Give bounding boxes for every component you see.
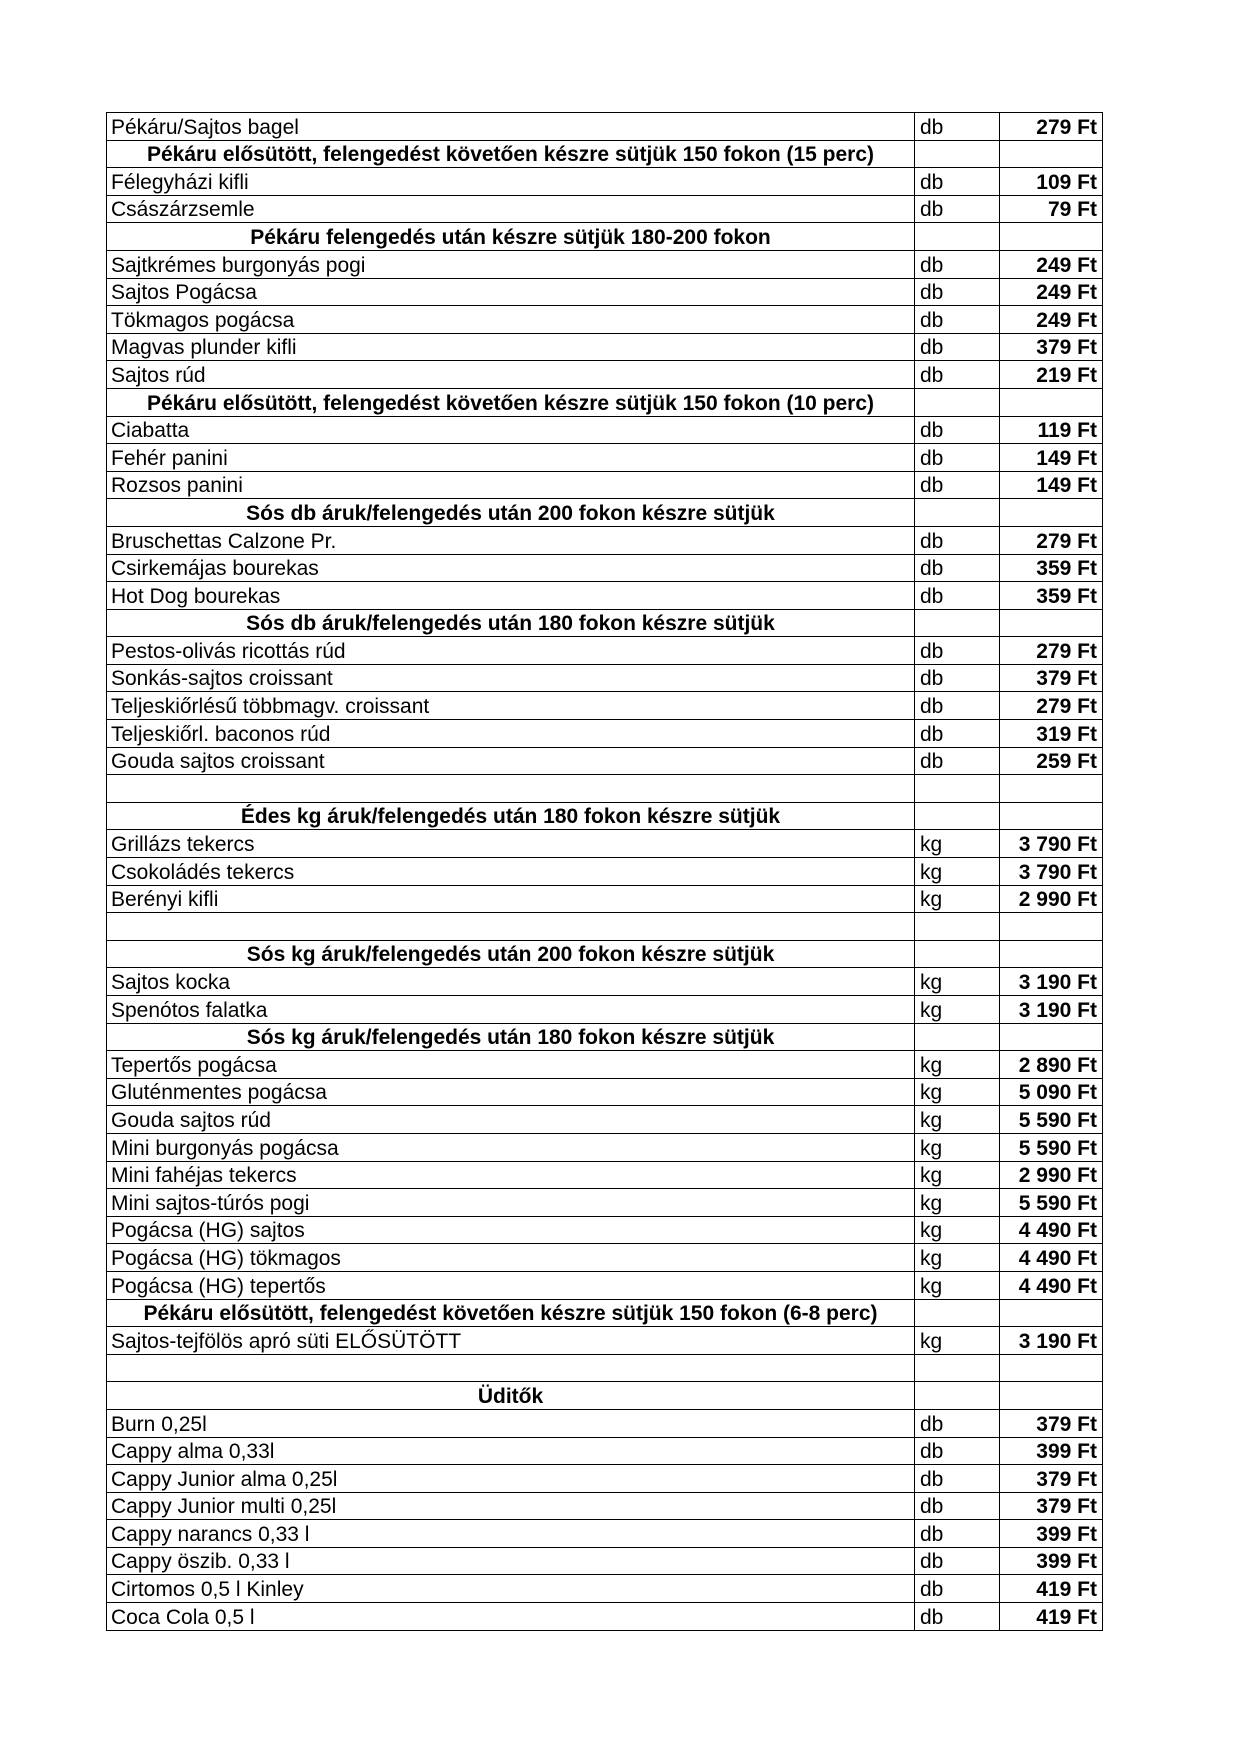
table-row [107, 168, 1103, 196]
unit-cell: db [915, 720, 1000, 748]
table-row [107, 1437, 1103, 1465]
price-cell: 219 Ft [1000, 361, 1103, 389]
product-name: Cirtomos 0,5 l Kinley [107, 1575, 915, 1603]
product-name: Coca Cola 0,5 l [107, 1603, 915, 1631]
empty-cell [915, 223, 1000, 251]
price-cell: 379 Ft [1000, 1492, 1103, 1520]
price-cell: 5 590 Ft [1000, 1133, 1103, 1161]
table-row [107, 968, 1103, 996]
price-cell: 399 Ft [1000, 1547, 1103, 1575]
empty-cell [1000, 1023, 1103, 1051]
empty-cell [107, 1354, 915, 1382]
section-title: Pékáru elősütött, felengedést követően készre sütjük 150 fokon (6-8 perc) [107, 1299, 915, 1327]
table-row [107, 1492, 1103, 1520]
table-row [107, 858, 1103, 886]
unit-cell: db [915, 306, 1000, 334]
table-row [107, 1547, 1103, 1575]
product-name: Sajtkrémes burgonyás pogi [107, 250, 915, 278]
section-title: Édes kg áruk/felengedés után 180 fokon készre sütjük [107, 802, 915, 830]
product-name: Magvas plunder kifli [107, 333, 915, 361]
unit-cell: db [915, 168, 1000, 196]
unit-cell: kg [915, 858, 1000, 886]
unit-cell: kg [915, 1189, 1000, 1217]
empty-cell [915, 940, 1000, 968]
price-list-body [107, 113, 1103, 1631]
empty-cell [1000, 223, 1103, 251]
price-cell: 5 090 Ft [1000, 1078, 1103, 1106]
table-row [107, 1189, 1103, 1217]
section-title: Pékáru elősütött, felengedést követően készre sütjük 150 fokon (10 perc) [107, 388, 915, 416]
price-cell: 249 Ft [1000, 278, 1103, 306]
unit-cell: kg [915, 1133, 1000, 1161]
empty-cell [915, 1354, 1000, 1382]
empty-cell [915, 775, 1000, 803]
product-name: Mini fahéjas tekercs [107, 1161, 915, 1189]
product-name: Császárzsemle [107, 195, 915, 223]
unit-cell: db [915, 526, 1000, 554]
product-name: Pogácsa (HG) tepertős [107, 1271, 915, 1299]
price-cell: 319 Ft [1000, 720, 1103, 748]
unit-cell: db [915, 1547, 1000, 1575]
empty-cell [915, 499, 1000, 527]
unit-cell: kg [915, 1161, 1000, 1189]
price-cell: 419 Ft [1000, 1575, 1103, 1603]
table-row [107, 278, 1103, 306]
product-name: Csokoládés tekercs [107, 858, 915, 886]
table-row [107, 333, 1103, 361]
unit-cell: db [915, 195, 1000, 223]
product-name: Bruschettas Calzone Pr. [107, 526, 915, 554]
section-title: Pékáru felengedés után készre sütjük 180-200 fokon [107, 223, 915, 251]
price-cell: 3 190 Ft [1000, 968, 1103, 996]
unit-cell: db [915, 471, 1000, 499]
unit-cell: db [915, 361, 1000, 389]
empty-cell [1000, 140, 1103, 168]
product-name: Sajtos rúd [107, 361, 915, 389]
price-cell: 149 Ft [1000, 471, 1103, 499]
product-name: Sajtos-tejfölös apró süti ELŐSÜTÖTT [107, 1327, 915, 1355]
price-cell: 279 Ft [1000, 526, 1103, 554]
table-row [107, 306, 1103, 334]
unit-cell: db [915, 1520, 1000, 1548]
price-cell: 279 Ft [1000, 637, 1103, 665]
empty-cell [1000, 1354, 1103, 1382]
section-title: Sós db áruk/felengedés után 180 fokon készre sütjük [107, 609, 915, 637]
section-header-row [107, 1382, 1103, 1410]
product-name: Hot Dog bourekas [107, 582, 915, 610]
unit-cell: db [915, 554, 1000, 582]
table-row [107, 444, 1103, 472]
product-name: Ciabatta [107, 416, 915, 444]
section-header-row [107, 140, 1103, 168]
empty-cell [915, 1299, 1000, 1327]
unit-cell: kg [915, 1244, 1000, 1272]
product-name: Sonkás-sajtos croissant [107, 664, 915, 692]
unit-cell: db [915, 444, 1000, 472]
price-cell: 149 Ft [1000, 444, 1103, 472]
price-cell: 5 590 Ft [1000, 1106, 1103, 1134]
table-row [107, 1216, 1103, 1244]
section-header-row [107, 499, 1103, 527]
price-cell: 3 190 Ft [1000, 996, 1103, 1024]
price-cell: 279 Ft [1000, 113, 1103, 141]
price-cell: 249 Ft [1000, 250, 1103, 278]
product-name: Félegyházi kifli [107, 168, 915, 196]
unit-cell: kg [915, 996, 1000, 1024]
price-cell: 399 Ft [1000, 1520, 1103, 1548]
empty-cell [1000, 1299, 1103, 1327]
unit-cell: db [915, 1575, 1000, 1603]
product-name: Cappy alma 0,33l [107, 1437, 915, 1465]
price-cell: 4 490 Ft [1000, 1244, 1103, 1272]
table-row [107, 1106, 1103, 1134]
unit-cell: db [915, 278, 1000, 306]
price-cell: 3 790 Ft [1000, 830, 1103, 858]
price-cell: 4 490 Ft [1000, 1216, 1103, 1244]
table-row [107, 1161, 1103, 1189]
table-row [107, 1244, 1103, 1272]
unit-cell: db [915, 333, 1000, 361]
price-cell: 359 Ft [1000, 582, 1103, 610]
empty-cell [915, 388, 1000, 416]
unit-cell: db [915, 1492, 1000, 1520]
section-header-row [107, 940, 1103, 968]
unit-cell: db [915, 1409, 1000, 1437]
empty-cell [1000, 1382, 1103, 1410]
empty-cell [1000, 802, 1103, 830]
section-title: Üditők [107, 1382, 915, 1410]
empty-cell [1000, 499, 1103, 527]
price-cell: 399 Ft [1000, 1437, 1103, 1465]
price-cell: 2 990 Ft [1000, 885, 1103, 913]
unit-cell: kg [915, 1271, 1000, 1299]
unit-cell: db [915, 113, 1000, 141]
product-name: Cappy narancs 0,33 l [107, 1520, 915, 1548]
price-cell: 3 190 Ft [1000, 1327, 1103, 1355]
product-name: Csirkemájas bourekas [107, 554, 915, 582]
price-cell: 79 Ft [1000, 195, 1103, 223]
section-header-row [107, 802, 1103, 830]
unit-cell: db [915, 1603, 1000, 1631]
price-cell: 379 Ft [1000, 664, 1103, 692]
section-header-row [107, 388, 1103, 416]
table-row [107, 1465, 1103, 1493]
table-row [107, 195, 1103, 223]
table-row [107, 554, 1103, 582]
unit-cell: kg [915, 830, 1000, 858]
unit-cell: db [915, 582, 1000, 610]
product-name: Pogácsa (HG) sajtos [107, 1216, 915, 1244]
price-cell: 379 Ft [1000, 1409, 1103, 1437]
table-row [107, 637, 1103, 665]
section-title: Sós kg áruk/felengedés után 180 fokon készre sütjük [107, 1023, 915, 1051]
table-row [107, 250, 1103, 278]
table-row [107, 1327, 1103, 1355]
product-name: Spenótos falatka [107, 996, 915, 1024]
price-cell: 3 790 Ft [1000, 858, 1103, 886]
unit-cell: kg [915, 1327, 1000, 1355]
unit-cell: kg [915, 1106, 1000, 1134]
unit-cell: db [915, 692, 1000, 720]
blank-row [107, 775, 1103, 803]
unit-cell: db [915, 664, 1000, 692]
product-name: Cappy öszib. 0,33 l [107, 1547, 915, 1575]
table-row [107, 582, 1103, 610]
table-row [107, 1078, 1103, 1106]
unit-cell: db [915, 1465, 1000, 1493]
empty-cell [1000, 388, 1103, 416]
empty-cell [915, 802, 1000, 830]
table-row [107, 747, 1103, 775]
product-name: Fehér panini [107, 444, 915, 472]
product-name: Tökmagos pogácsa [107, 306, 915, 334]
table-row [107, 416, 1103, 444]
unit-cell: db [915, 416, 1000, 444]
unit-cell: db [915, 637, 1000, 665]
empty-cell [1000, 775, 1103, 803]
price-cell: 259 Ft [1000, 747, 1103, 775]
price-cell: 379 Ft [1000, 1465, 1103, 1493]
product-name: Teljeskiőrl. baconos rúd [107, 720, 915, 748]
product-name: Cappy Junior multi 0,25l [107, 1492, 915, 1520]
empty-cell [915, 1382, 1000, 1410]
section-title: Sós kg áruk/felengedés után 200 fokon készre sütjük [107, 940, 915, 968]
empty-cell [1000, 913, 1103, 941]
section-title: Sós db áruk/felengedés után 200 fokon készre sütjük [107, 499, 915, 527]
product-name: Mini sajtos-túrós pogi [107, 1189, 915, 1217]
unit-cell: db [915, 250, 1000, 278]
section-header-row [107, 223, 1103, 251]
unit-cell: kg [915, 885, 1000, 913]
price-cell: 2 990 Ft [1000, 1161, 1103, 1189]
product-name: Pogácsa (HG) tökmagos [107, 1244, 915, 1272]
blank-row [107, 913, 1103, 941]
product-name: Burn 0,25l [107, 1409, 915, 1437]
product-name: Sajtos kocka [107, 968, 915, 996]
price-cell: 109 Ft [1000, 168, 1103, 196]
table-row [107, 885, 1103, 913]
table-row [107, 113, 1103, 141]
section-header-row [107, 1023, 1103, 1051]
product-name: Rozsos panini [107, 471, 915, 499]
blank-row [107, 1354, 1103, 1382]
product-name: Cappy Junior alma 0,25l [107, 1465, 915, 1493]
table-row [107, 1520, 1103, 1548]
price-cell: 419 Ft [1000, 1603, 1103, 1631]
table-row [107, 1051, 1103, 1079]
price-cell: 4 490 Ft [1000, 1271, 1103, 1299]
price-list-table [106, 112, 1103, 1631]
table-row [107, 1271, 1103, 1299]
empty-cell [107, 913, 915, 941]
section-header-row [107, 1299, 1103, 1327]
section-header-row [107, 609, 1103, 637]
price-cell: 379 Ft [1000, 333, 1103, 361]
product-name: Mini burgonyás pogácsa [107, 1133, 915, 1161]
table-row [107, 830, 1103, 858]
table-row [107, 1603, 1103, 1631]
table-row [107, 664, 1103, 692]
table-row [107, 720, 1103, 748]
empty-cell [1000, 940, 1103, 968]
product-name: Sajtos Pogácsa [107, 278, 915, 306]
table-row [107, 471, 1103, 499]
unit-cell: kg [915, 1078, 1000, 1106]
product-name: Berényi kifli [107, 885, 915, 913]
table-row [107, 526, 1103, 554]
price-cell: 2 890 Ft [1000, 1051, 1103, 1079]
product-name: Grillázs tekercs [107, 830, 915, 858]
table-row [107, 1575, 1103, 1603]
table-row [107, 692, 1103, 720]
product-name: Gouda sajtos rúd [107, 1106, 915, 1134]
unit-cell: kg [915, 1216, 1000, 1244]
price-cell: 279 Ft [1000, 692, 1103, 720]
empty-cell [915, 140, 1000, 168]
price-cell: 119 Ft [1000, 416, 1103, 444]
product-name: Tepertős pogácsa [107, 1051, 915, 1079]
unit-cell: db [915, 1437, 1000, 1465]
product-name: Teljeskiőrlésű többmagv. croissant [107, 692, 915, 720]
unit-cell: kg [915, 968, 1000, 996]
empty-cell [915, 1023, 1000, 1051]
table-row [107, 996, 1103, 1024]
empty-cell [915, 913, 1000, 941]
product-name: Gluténmentes pogácsa [107, 1078, 915, 1106]
empty-cell [107, 775, 915, 803]
empty-cell [1000, 609, 1103, 637]
product-name: Pestos-olivás ricottás rúd [107, 637, 915, 665]
section-title: Pékáru elősütött, felengedést követően készre sütjük 150 fokon (15 perc) [107, 140, 915, 168]
price-cell: 5 590 Ft [1000, 1189, 1103, 1217]
unit-cell: db [915, 747, 1000, 775]
product-name: Gouda sajtos croissant [107, 747, 915, 775]
empty-cell [915, 609, 1000, 637]
price-cell: 359 Ft [1000, 554, 1103, 582]
product-name: Pékáru/Sajtos bagel [107, 113, 915, 141]
price-cell: 249 Ft [1000, 306, 1103, 334]
unit-cell: kg [915, 1051, 1000, 1079]
table-row [107, 361, 1103, 389]
table-row [107, 1409, 1103, 1437]
table-row [107, 1133, 1103, 1161]
